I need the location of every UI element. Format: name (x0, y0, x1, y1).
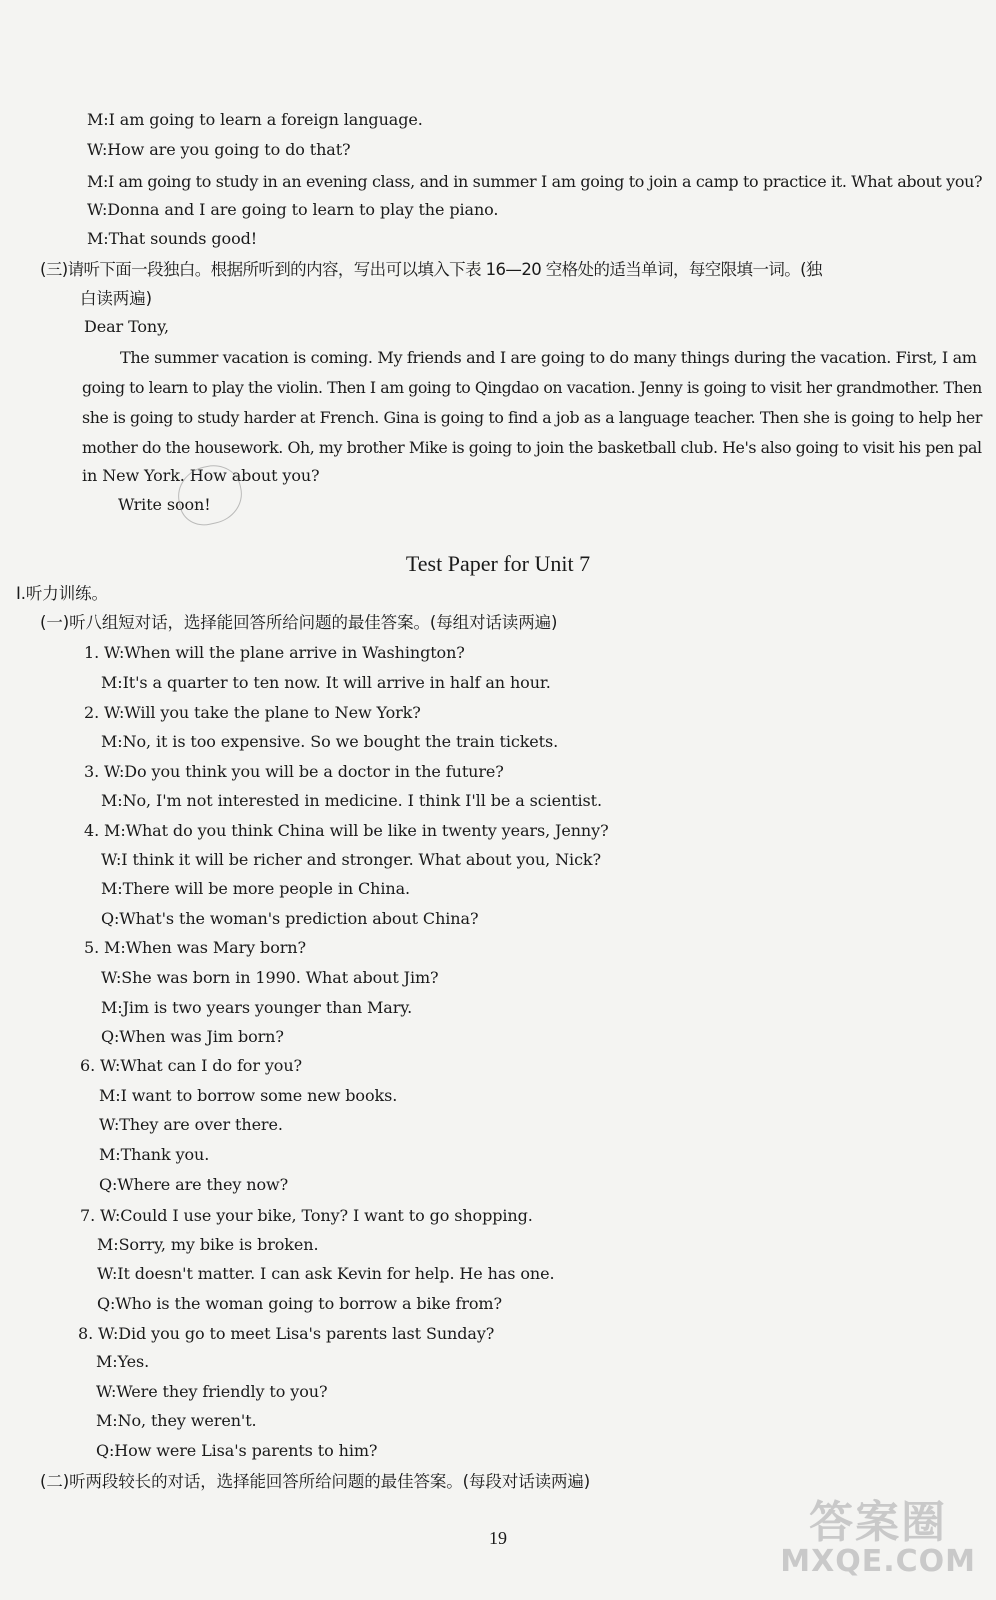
letter-line: mother do the housework. Oh, my brother Mike is going to join the basketball club. He's also going to visit his pen pal (82, 438, 982, 457)
dialogue-line: Q:How were Lisa's parents to him? (96, 1441, 378, 1460)
dialogue-line: M:I am going to study in an evening class, and in summer I am going to join a camp to practice it. What about you? (87, 172, 983, 191)
dialogue-line: M:There will be more people in China. (101, 879, 411, 898)
letter-closing: Write soon! (118, 495, 211, 514)
letter-line: she is going to study harder at French. Gina is going to find a job as a language teacher. Then she is going to help her (82, 408, 983, 427)
dialogue-line: W:They are over there. (99, 1115, 283, 1134)
dialogue-line: M:I want to borrow some new books. (99, 1086, 398, 1105)
dialogue-line: M:That sounds good! (87, 229, 258, 248)
subsection-instruction: (二)听两段较长的对话，选择能回答所给问题的最佳答案。(每段对话读两遍) (40, 1472, 591, 1491)
dialogue-line: 5. M:When was Mary born? (84, 938, 306, 957)
dialogue-line: M:No, it is too expensive. So we bought the train tickets. (101, 732, 559, 751)
letter-line: in New York. How about you? (82, 466, 320, 485)
dialogue-line: Q:Who is the woman going to borrow a bike from? (97, 1294, 502, 1313)
dialogue-line: Q:When was Jim born? (101, 1027, 284, 1046)
part-heading: Ⅰ.听力训练。 (16, 584, 108, 603)
dialogue-line: M:No, I'm not interested in medicine. I think I'll be a scientist. (101, 791, 602, 810)
section-instruction: (三)请听下面一段独白。根据所听到的内容，写出可以填入下表 16—20 空格处的适当单词，每空限填一词。(独 (40, 260, 822, 279)
dialogue-line: Q:What's the woman's prediction about China? (101, 909, 479, 928)
dialogue-line: 3. W:Do you think you will be a doctor in the future? (84, 762, 504, 781)
dialogue-line: M:Thank you. (99, 1145, 210, 1164)
dialogue-line: W:Donna and I are going to learn to play the piano. (87, 200, 499, 219)
letter-line: going to learn to play the violin. Then I am going to Qingdao on vacation. Jenny is going to visit her grandmother. Then (82, 378, 982, 397)
letter-greeting: Dear Tony, (84, 317, 169, 336)
dialogue-line: M:Sorry, my bike is broken. (97, 1235, 319, 1254)
subsection-instruction: (一)听八组短对话，选择能回答所给问题的最佳答案。(每组对话读两遍) (40, 613, 558, 632)
dialogue-line: 4. M:What do you think China will be like in twenty years, Jenny? (84, 821, 609, 840)
dialogue-line: W:How are you going to do that? (87, 140, 351, 159)
dialogue-line: M:I am going to learn a foreign language. (87, 110, 423, 129)
dialogue-line: W:I think it will be richer and stronger. What about you, Nick? (101, 850, 601, 869)
dialogue-line: M:It's a quarter to ten now. It will arrive in half an hour. (101, 673, 551, 692)
dialogue-line: W:Were they friendly to you? (96, 1382, 328, 1401)
dialogue-line: 7. W:Could I use your bike, Tony? I want to go shopping. (80, 1206, 533, 1225)
dialogue-line: M:Jim is two years younger than Mary. (101, 998, 413, 1017)
dialogue-line: M:No, they weren't. (96, 1411, 257, 1430)
test-title: Test Paper for Unit 7 (405, 551, 591, 576)
letter-line: The summer vacation is coming. My friends and I are going to do many things during the vacation. First, I am (120, 348, 977, 367)
dialogue-line: 6. W:What can I do for you? (80, 1056, 303, 1075)
page-number: 19 (489, 1528, 507, 1548)
dialogue-line: 2. W:Will you take the plane to New York? (84, 703, 421, 722)
watermark-text: 答案圈 (809, 1497, 948, 1548)
dialogue-line: Q:Where are they now? (99, 1175, 289, 1194)
watermark-logo (780, 1497, 976, 1580)
dialogue-line: W:It doesn't matter. I can ask Kevin for help. He has one. (97, 1264, 555, 1283)
watermark-url: MXQE.COM (780, 1544, 976, 1580)
section-instruction: 白读两遍) (80, 289, 152, 308)
dialogue-line: W:She was born in 1990. What about Jim? (101, 968, 439, 987)
dialogue-line: 1. W:When will the plane arrive in Washington? (84, 643, 465, 662)
dialogue-line: 8. W:Did you go to meet Lisa's parents last Sunday? (78, 1324, 495, 1343)
dialogue-line: M:Yes. (96, 1352, 150, 1371)
